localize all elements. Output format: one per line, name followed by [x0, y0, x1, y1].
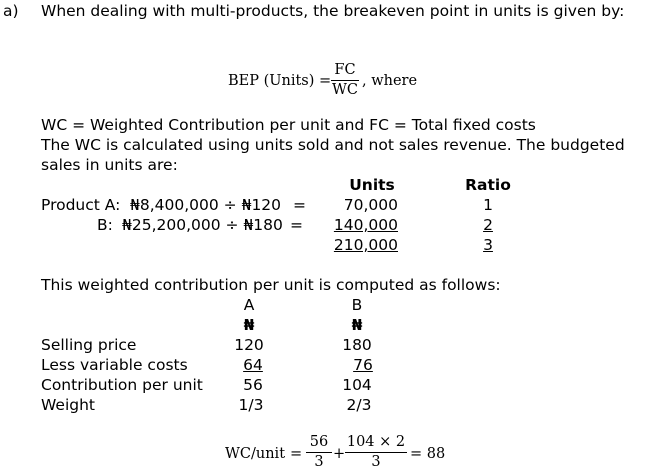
row-b-value: 76 [353, 356, 373, 374]
row-b-value: 2/3 [346, 396, 372, 414]
col-a-header: A [243, 296, 255, 314]
bep-numerator: FC [334, 62, 356, 78]
fraction-bar [331, 80, 359, 81]
row-label: B: [97, 216, 113, 234]
wc-fraction-2-numerator: 104 × 2 [346, 434, 406, 450]
row-equals: = [290, 216, 303, 234]
row-ratio: 1 [483, 196, 493, 214]
fraction-bar [306, 452, 332, 453]
wc-fraction-1-numerator: 56 [309, 434, 329, 450]
definition-line-1: WC = Weighted Contribution per unit and FC = Total fixed costs [41, 116, 536, 134]
wc-formula-equals: = [290, 446, 303, 462]
row-units-total: 210,000 [333, 236, 398, 254]
col-a-currency: ₦ [243, 316, 255, 334]
units-header: Units [349, 176, 395, 194]
row-calc: ₦25,200,000 ÷ ₦180 [122, 216, 283, 234]
wc-formula-lhs: WC/unit [225, 446, 286, 462]
row-a-value: 120 [234, 336, 264, 354]
wc-fraction-1 [306, 434, 332, 470]
row-b-value: 104 [342, 376, 372, 394]
wc-formula-plus: + [333, 446, 346, 462]
row-ratio-total: 3 [483, 236, 493, 254]
row-ratio: 2 [483, 216, 493, 234]
wc-fraction-2-denominator: 3 [371, 454, 381, 470]
wc-fraction-1-denominator: 3 [314, 454, 324, 470]
ratio-header: Ratio [465, 176, 511, 194]
section-label: a) [3, 2, 19, 20]
col-b-header: B [351, 296, 363, 314]
bep-lhs: BEP (Units) = [228, 73, 332, 89]
col-b-currency: ₦ [351, 316, 363, 334]
row-label: Less variable costs [41, 356, 188, 374]
wc-formula-result: = 88 [410, 446, 446, 462]
bep-fraction [331, 62, 359, 98]
row-b-value: 180 [342, 336, 372, 354]
fraction-bar [345, 452, 407, 453]
row-label: Weight [41, 396, 96, 414]
definition-line-3: sales in units are: [41, 156, 178, 174]
wc-intro: This weighted contribution per unit is computed as follows: [41, 276, 501, 294]
bep-denominator: WC [332, 82, 358, 98]
row-label: Product A: [41, 196, 121, 214]
row-label: Contribution per unit [41, 376, 203, 394]
row-units: 140,000 [333, 216, 398, 234]
row-a-value: 56 [243, 376, 263, 394]
row-calc: ₦8,400,000 ÷ ₦120 [130, 196, 282, 214]
definition-line-2: The WC is calculated using units sold and not sales revenue. The budgeted [41, 136, 625, 154]
bep-suffix: , where [362, 73, 418, 89]
wc-fraction-2 [345, 434, 407, 470]
row-equals: = [293, 196, 306, 214]
row-a-value: 64 [243, 356, 263, 374]
row-label: Selling price [41, 336, 137, 354]
row-units: 70,000 [343, 196, 398, 214]
intro-text: When dealing with multi-products, the breakeven point in units is given by: [41, 2, 625, 20]
row-a-value: 1/3 [238, 396, 264, 414]
